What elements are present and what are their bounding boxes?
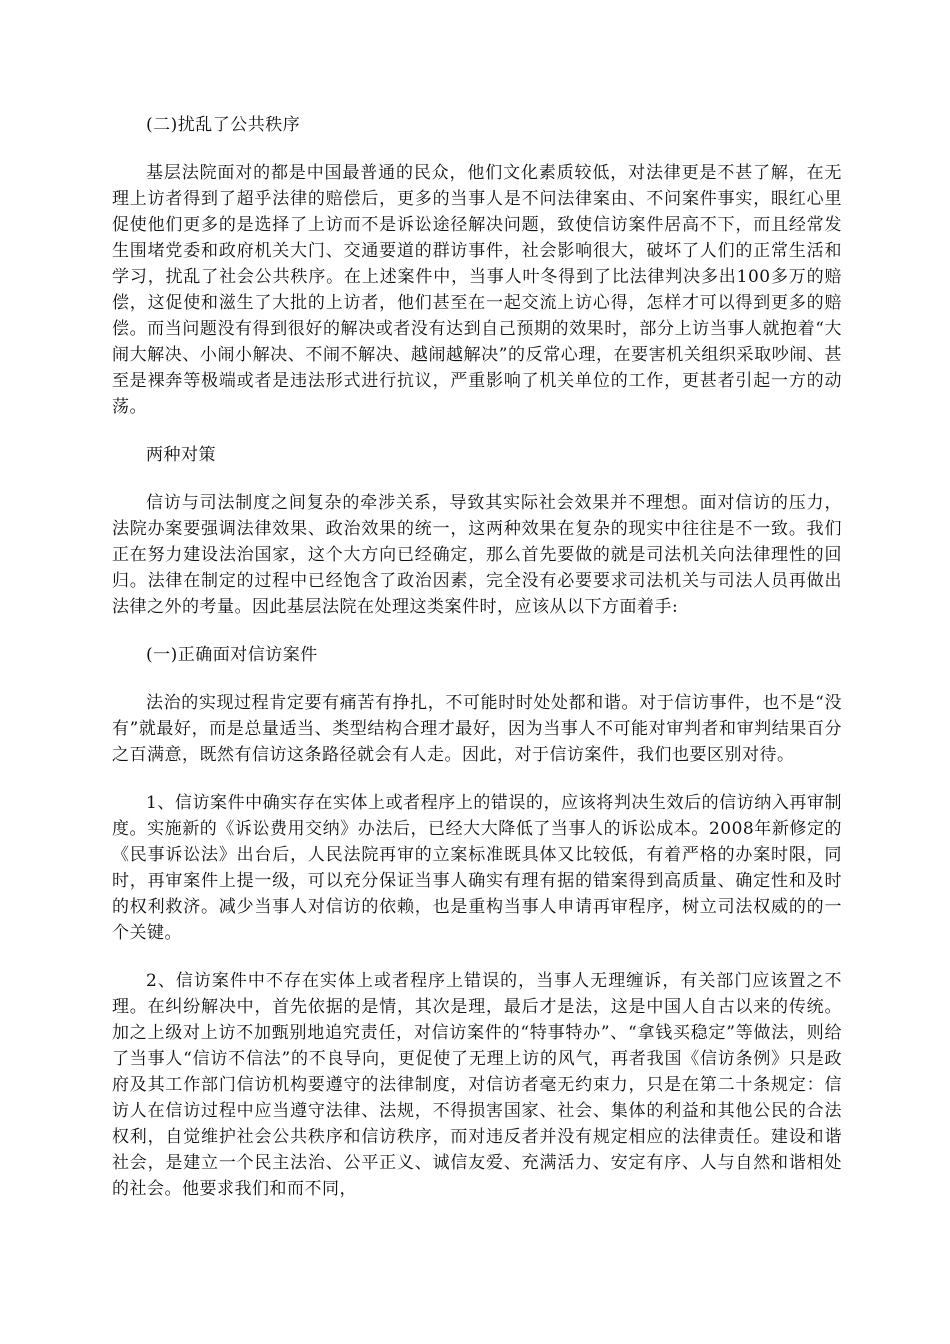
section-heading-face-petitions: (一)正确面对信访案件 [146,645,318,665]
section-heading-disrupt-order: (二)扰乱了公共秩序 [146,115,301,135]
section-heading-two-countermeasures: 两种对策 [146,445,216,465]
paragraph-face-petitions: 法治的实现过程肯定要有痛苦有挣扎，不可能时时处处都和谐。对于信访事件，也不是“没有”就最好，而是总量适当、类型结构合理才最好，因为当事人不可能对审判者和审判结果百分之百满意，既然有信访这条路径就会有人走。因此，对于信访案件，我们也要区别对待。 [112,693,842,765]
paragraph-point-2: 2、信访案件中不存在实体上或者程序上错误的，当事人无理缠诉，有关部门应该置之不理。在纠纷解决中，首先依据的是情，其次是理，最后才是法，这是中国人自古以来的传统。加之上级对上访不加甄别地追究责任，对信访案件的“特事特办”、“拿钱买稳定”等做法，则给了当事人“信访不信法”的不良导向，更促使了无理上访的风气，再者我国《信访条例》只是政府及其工作部门信访机构要遵守的法律制度，对信访者毫无约束力，只是在第二十条规定：信访人在信访过程中应当遵守法律、法规，不得损害国家、社会、集体的利益和其他公民的合法权利，自觉维护社会公共秩序和信访秩序，而对违反者并没有规定相应的法律责任。建设和谐社会，是建立一个民主法治、公平正义、诚信友爱、充满活力、安定有序、人与自然和谐相处的社会。他要求我们和而不同， [112,971,842,1199]
document-body [112,112,842,1224]
paragraph-disrupt-order: 基层法院面对的都是中国最普通的民众，他们文化素质较低，对法律更是不甚了解，在无理上访者得到了超乎法律的赔偿后，更多的当事人是不问法律案由、不问案件事实，眼红心里促使他们更多的是选择了上访而不是诉讼途径解决问题，致使信访案件居高不下，而且经常发生围堵党委和政府机关大门、交通要道的群访事件，社会影响很大，破坏了人们的正常生活和学习，扰乱了社会公共秩序。在上述案件中，当事人叶冬得到了比法律判决多出100多万的赔偿，这促使和滋生了大批的上访者，他们甚至在一起交流上访心得，怎样才可以得到更多的赔偿。而当问题没有得到很好的解决或者没有达到自己预期的效果时，部分上访当事人就抱着“大闹大解决、小闹小解决、不闹不解决、越闹越解决”的反常心理，在要害机关组织采取吵闹、甚至是裸奔等极端或者是违法形式进行抗议，严重影响了机关单位的工作，更甚者引起一方的动荡。 [112,163,842,417]
paragraph-point-1: 1、信访案件中确实存在实体上或者程序上的错误的，应该将判决生效后的信访纳入再审制度。实施新的《诉讼费用交纳》办法后，已经大大降低了当事人的诉讼成本。2008年新修定的《民事诉讼法》出台后，人民法院再审的立案标准既具体又比较低，有着严格的办案时限，同时，再审案件上提一级，可以充分保证当事人确实有理有据的错案得到高质量、确定性和及时的权利救济。减少当事人对信访的依赖，也是重构当事人申请再审程序，树立司法权威的的一个关键。 [112,793,842,943]
paragraph-countermeasures-intro: 信访与司法制度之间复杂的牵涉关系，导致其实际社会效果并不理想。面对信访的压力，法院办案要强调法律效果、政治效果的统一，这两种效果在复杂的现实中往往是不一致。我们正在努力建设法治国家，这个大方向已经确定，那么首先要做的就是司法机关向法律理性的回归。法律在制定的过程中已经饱含了政治因素，完全没有必要要求司法机关与司法人员再做出法律之外的考量。因此基层法院在处理这类案件时，应该从以下方面着手: [112,493,842,617]
